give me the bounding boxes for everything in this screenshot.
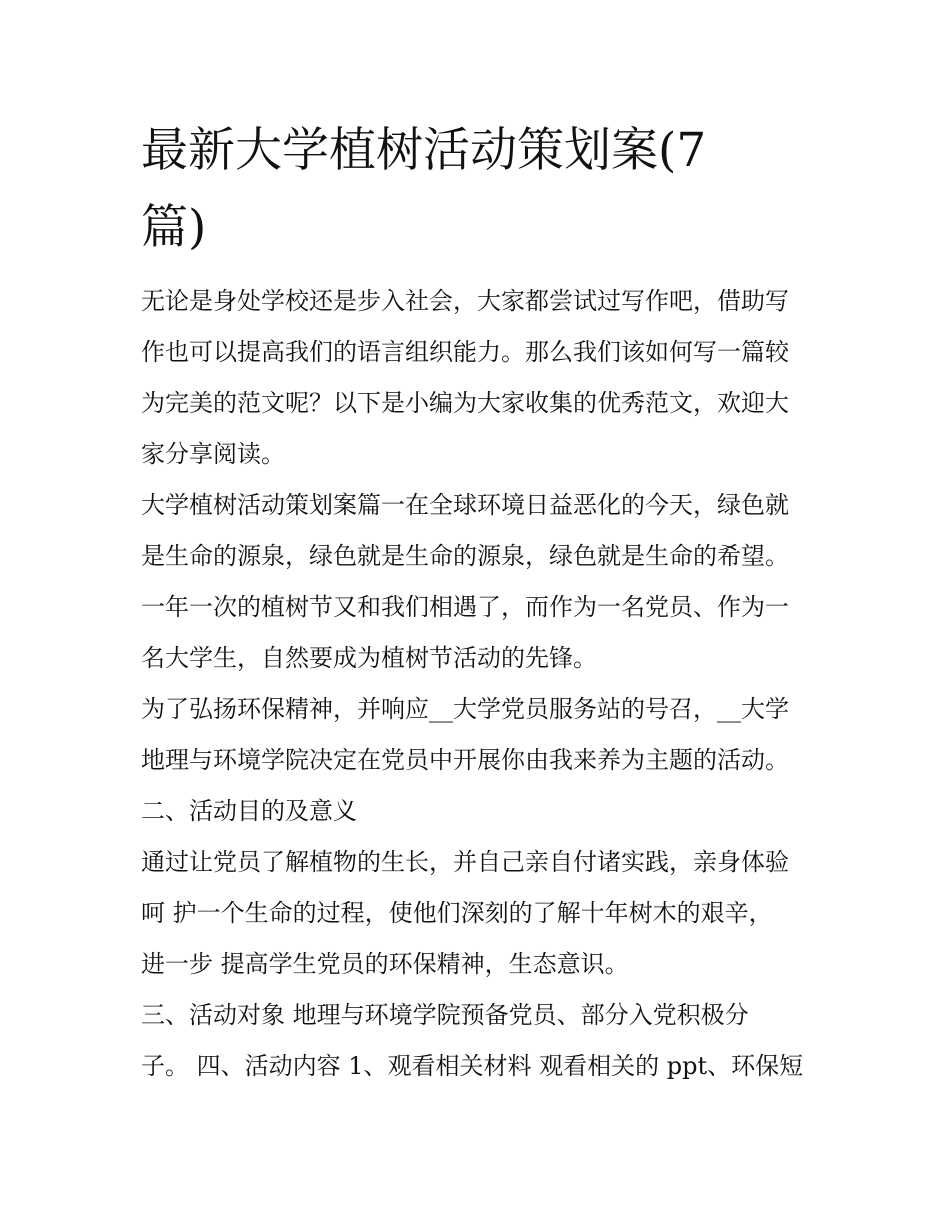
paragraph-target-content bbox=[141, 990, 813, 1092]
paragraph-intro bbox=[141, 276, 813, 480]
document-content bbox=[141, 112, 813, 1092]
text-line: 呵 护一个生命的过程，使他们深刻的了解十年树木的艰辛， bbox=[141, 899, 773, 927]
text-line: 家分享阅读。 bbox=[141, 440, 285, 468]
text-line: 三、活动对象 地理与环境学院预备党员、部分入党积极分 bbox=[141, 1001, 749, 1029]
text-line: 名大学生，自然要成为植树节活动的先锋。 bbox=[141, 644, 597, 672]
text-line: 二、活动目的及意义 bbox=[141, 797, 357, 825]
text-line: 进一步 提高学生党员的环保精神，生态意识。 bbox=[141, 950, 629, 978]
text-line: 通过让党员了解植物的生长，并自己亲自付诸实践，亲身体验 bbox=[141, 848, 789, 876]
text-line: 为完美的范文呢？以下是小编为大家收集的优秀范文，欢迎大 bbox=[141, 389, 789, 417]
title-line: 篇) bbox=[141, 200, 207, 255]
text-line: 地理与环境学院决定在党员中开展你由我来养为主题的活动。 bbox=[141, 746, 789, 774]
text-line: 无论是身处学校还是步入社会，大家都尝试过写作吧，借助写 bbox=[141, 287, 789, 315]
text-line: 作也可以提高我们的语言组织能力。那么我们该如何写一篇较 bbox=[141, 338, 789, 366]
text-line: 为了弘扬环保精神，并响应__大学党员服务站的号召，__大学 bbox=[141, 695, 789, 723]
paragraph-plan-one bbox=[141, 480, 813, 684]
section-heading-purpose bbox=[141, 786, 813, 837]
text-line: 一年一次的植树节又和我们相遇了，而作为一名党员、作为一 bbox=[141, 593, 789, 621]
paragraph-response bbox=[141, 684, 813, 786]
text-line: 大学植树活动策划案篇一在全球环境日益恶化的今天，绿色就 bbox=[141, 491, 789, 519]
document-title bbox=[141, 112, 813, 266]
text-line: 子。 四、活动内容 1、观看相关材料 观看相关的 ppt、环保短 bbox=[141, 1052, 804, 1080]
text-line: 是生命的源泉，绿色就是生命的源泉，绿色就是生命的希望。 bbox=[141, 542, 789, 570]
paragraph-purpose bbox=[141, 837, 813, 990]
title-line: 最新大学植树活动策划案(7 bbox=[141, 123, 707, 178]
